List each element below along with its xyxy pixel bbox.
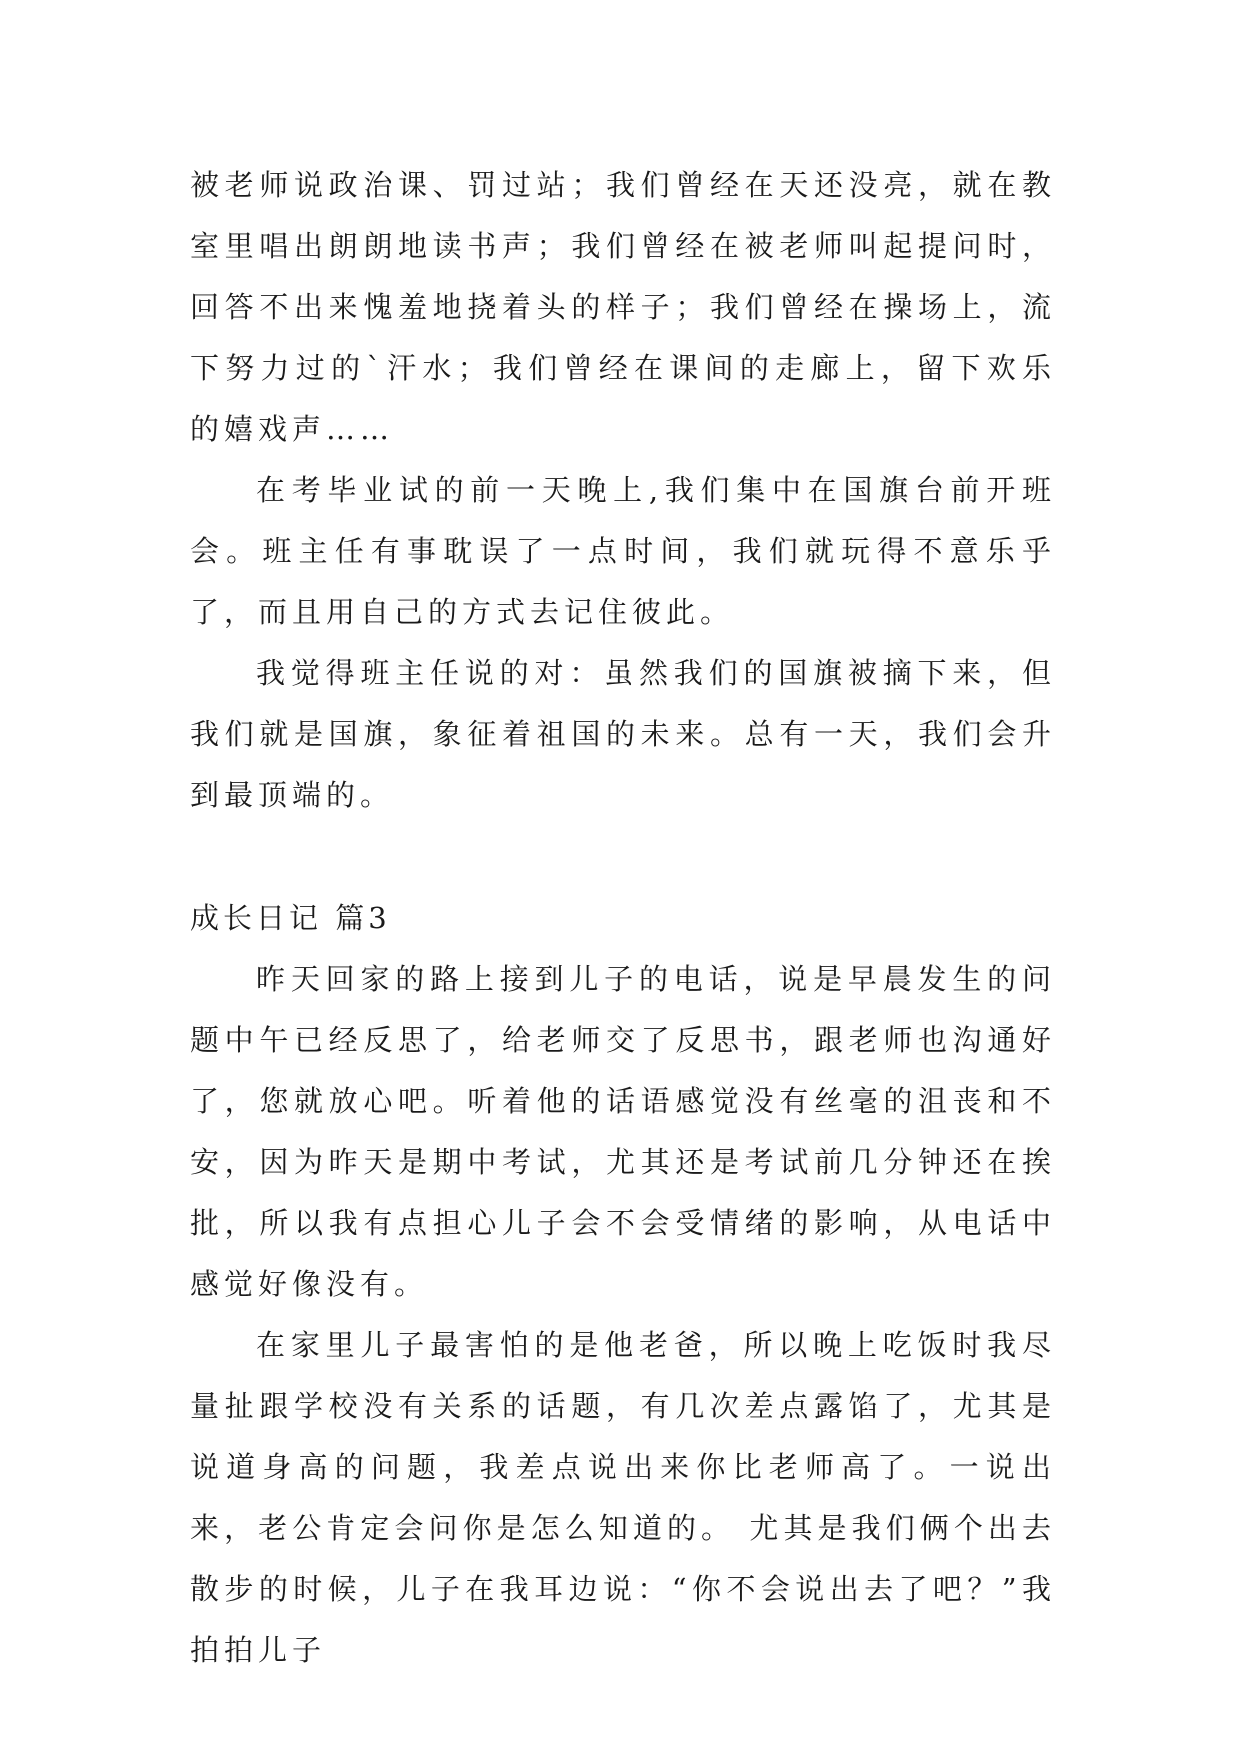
paragraph-at-home: 在家里儿子最害怕的是他老爸，所以晚上吃饭时我尽量扯跟学校没有关系的话题，有几次差点露馅了，尤其是说道身高的问题，我差点说出来你比老师高了。一说出来，老公肯定会问你是怎么知道的。 尤其是我们俩个出去散步的时候，儿子在我耳边说：“你不会说出去了吧？”我拍拍儿子 [190, 1328, 1056, 1667]
paragraph-graduation-eve: 在考毕业试的前一天晚上,我们集中在国旗台前开班会。班主任有事耽误了一点时间，我们就玩得不意乐乎了，而且用自己的方式去记住彼此。 [190, 473, 1056, 629]
paragraph-phone-call: 昨天回家的路上接到儿子的电话，说是早晨发生的问题中午已经反思了，给老师交了反思书，跟老师也沟通好了，您就放心吧。听着他的话语感觉没有丝毫的沮丧和不安，因为昨天是期中考试，尤其还是考试前几分钟还在挨批，所以我有点担心儿子会不会受情绪的影响，从电话中感觉好像没有。 [190, 962, 1056, 1301]
section-heading: 成长日记 篇3 [190, 901, 391, 935]
paragraph-flag: 我觉得班主任说的对：虽然我们的国旗被摘下来，但我们就是国旗，象征着祖国的未来。总有一天，我们会升到最顶端的。 [190, 656, 1056, 812]
paragraph-continued: 被老师说政治课、罚过站；我们曾经在天还没亮，就在教室里唱出朗朗地读书声；我们曾经在被老师叫起提问时，回答不出来愧羞地挠着头的样子；我们曾经在操场上，流下努力过的`汗水；我们曾经在课间的走廊上，留下欢乐的嬉戏声…… [190, 168, 1056, 446]
document-body [190, 155, 1056, 1681]
